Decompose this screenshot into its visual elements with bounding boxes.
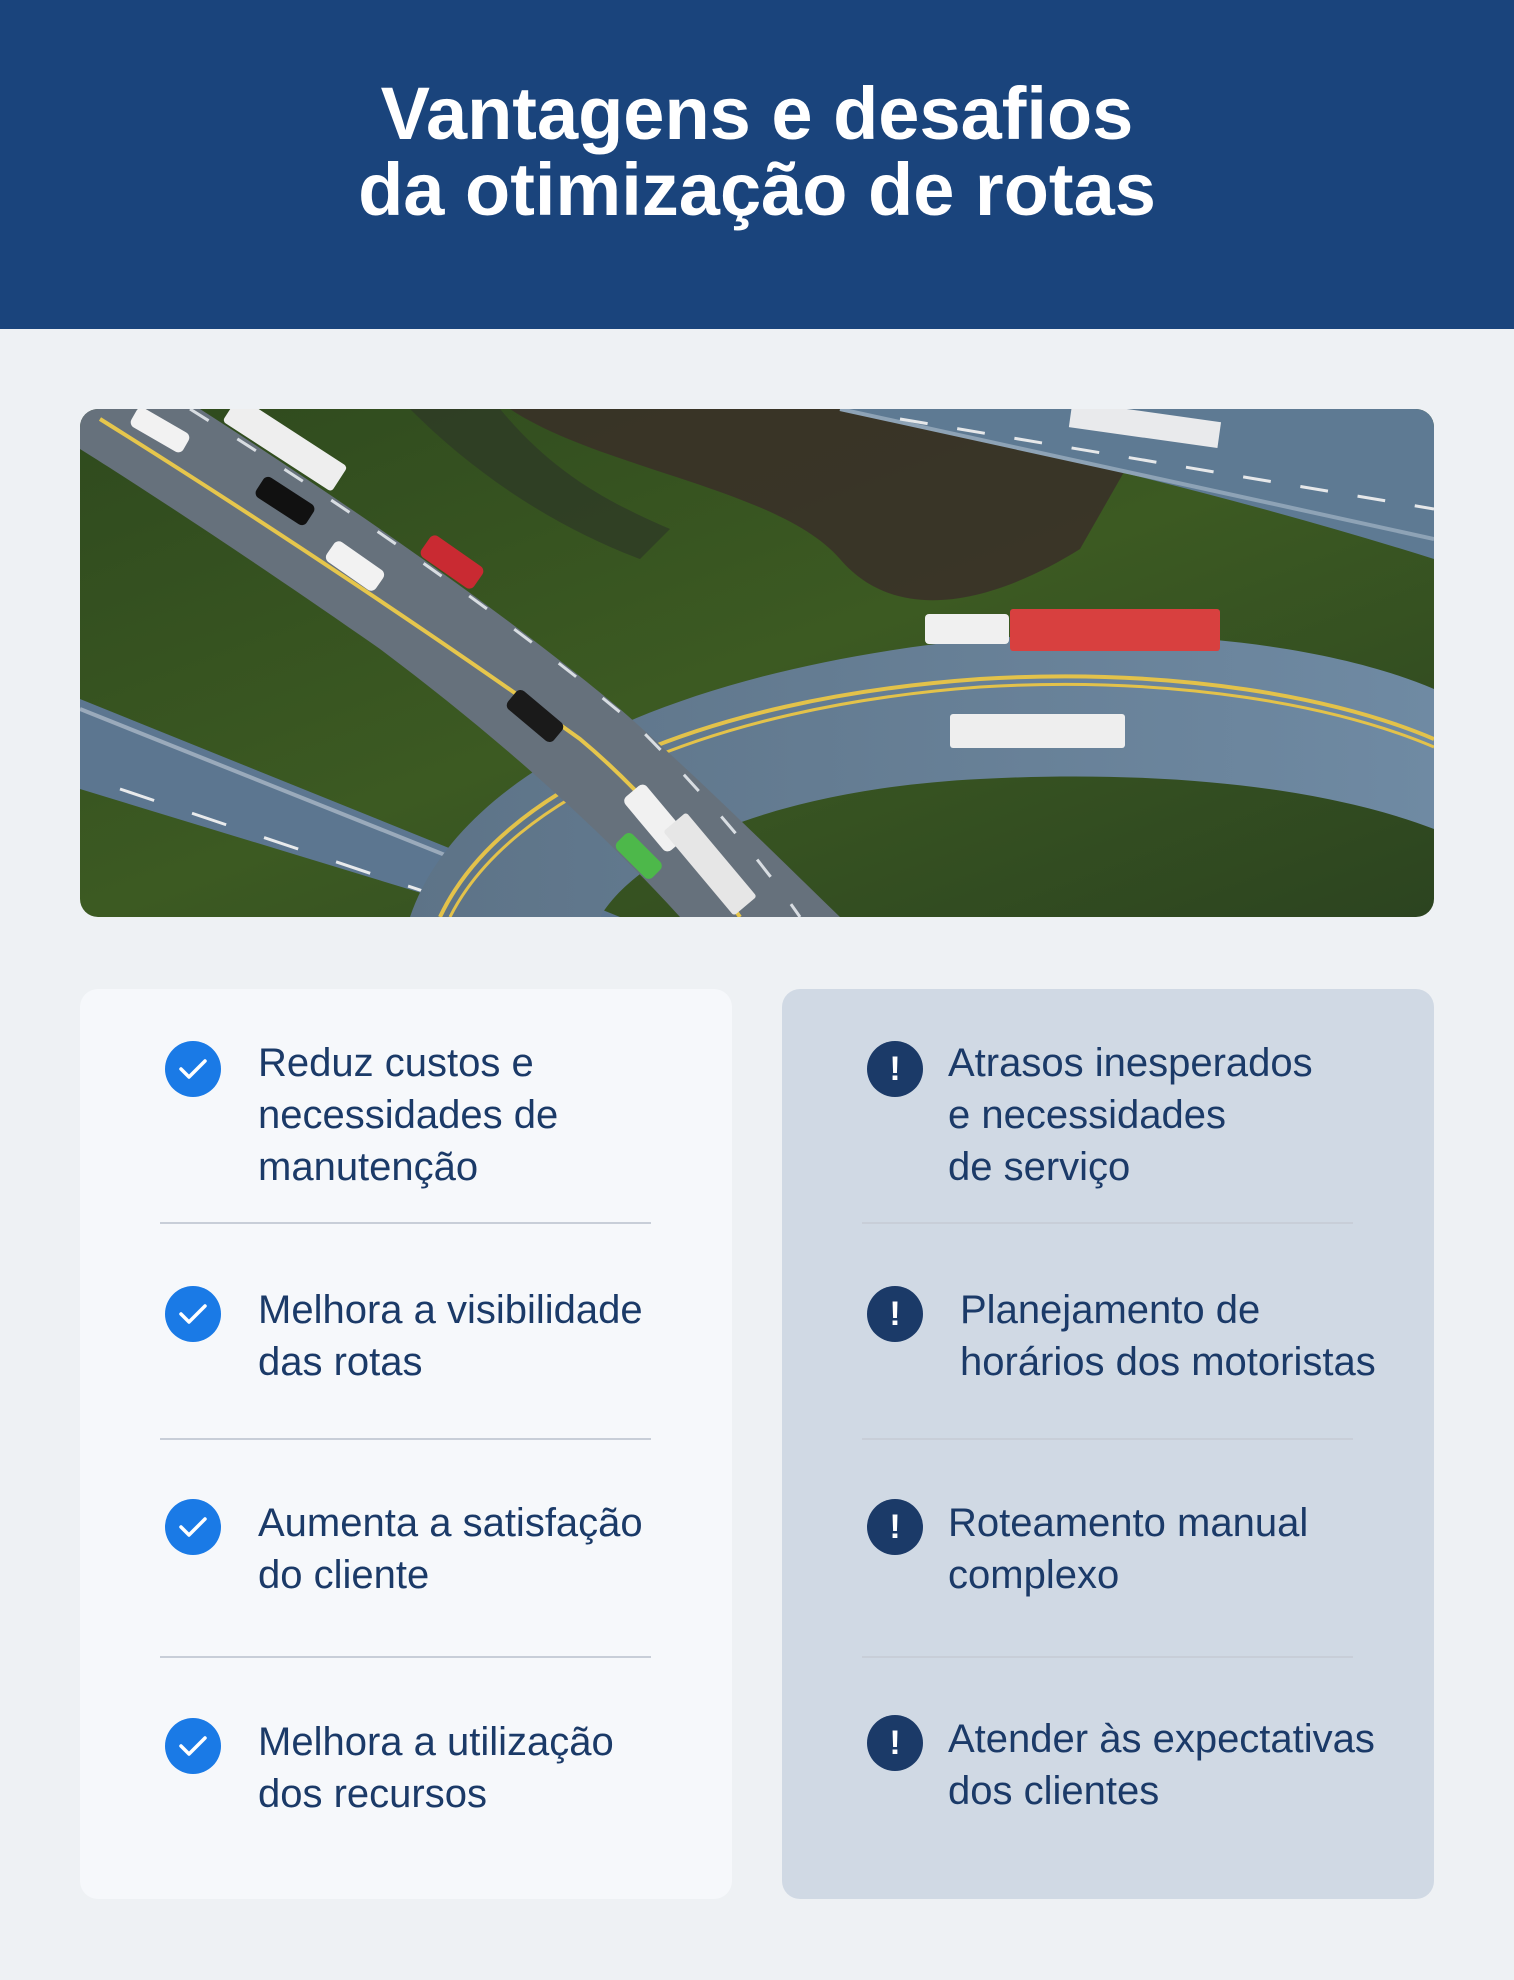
- advantage-text: Aumenta a satisfação do cliente: [258, 1501, 643, 1597]
- title-line-1: Vantagens e desafios: [380, 71, 1134, 155]
- check-circle-icon: [165, 1499, 221, 1555]
- header-banner: [0, 0, 1514, 329]
- challenge-text: Roteamento manual complexo: [948, 1501, 1309, 1597]
- exclamation-circle-icon: !: [867, 1499, 923, 1555]
- divider: [862, 1222, 1353, 1224]
- page-title: [358, 71, 1156, 231]
- advantage-text: Reduz custos e necessidades de manutenção: [258, 1041, 559, 1189]
- advantages-panel: [80, 989, 732, 1899]
- advantage-text: Melhora a visibilidade das rotas: [258, 1288, 643, 1384]
- divider: [862, 1656, 1353, 1658]
- divider: [160, 1656, 651, 1658]
- challenge-text: Atrasos inesperados e necessidades de serviço: [948, 1041, 1313, 1189]
- advantage-text: Melhora a utilização dos recursos: [258, 1720, 614, 1816]
- exclamation-circle-icon: !: [867, 1041, 923, 1097]
- divider: [160, 1222, 651, 1224]
- highway-photo: [80, 409, 1434, 917]
- exclamation-circle-icon: !: [867, 1286, 923, 1342]
- divider: [862, 1438, 1353, 1440]
- challenges-panel: [782, 989, 1434, 1899]
- title-line-2: da otimização de rotas: [358, 147, 1156, 231]
- challenge-text: Atender às expectativas dos clientes: [948, 1717, 1375, 1813]
- check-circle-icon: [165, 1286, 221, 1342]
- divider: [160, 1438, 651, 1440]
- exclamation-circle-icon: !: [867, 1715, 923, 1771]
- check-circle-icon: [165, 1041, 221, 1097]
- check-circle-icon: [165, 1718, 221, 1774]
- challenge-text: Planejamento de horários dos motoristas: [960, 1288, 1376, 1384]
